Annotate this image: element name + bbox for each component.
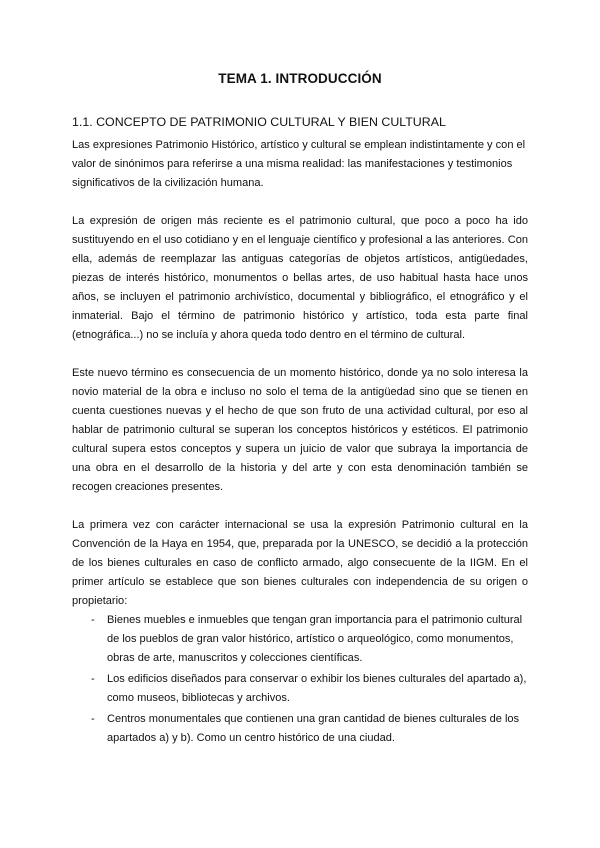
- section-heading: 1.1. CONCEPTO DE PATRIMONIO CULTURAL Y BIEN CULTURAL: [72, 115, 446, 129]
- list-item-text: Bienes muebles e inmuebles que tengan gran importancia para el patrimonio cultural de los pueblos de gran valor histórico, artístico o arqueológico, como monumentos, obras de arte, manuscritos y colecciones científicas.: [107, 614, 523, 664]
- page-title: TEMA 1. INTRODUCCIÓN: [218, 71, 382, 86]
- body-text: [72, 136, 528, 750]
- paragraph: La primera vez con carácter internacional se usa la expresión Patrimonio cultural en la Convención de la Haya en 1954, que, preparada por la UNESCO, se decidió a la protección de los bienes culturales en caso de conflicto armado, algo consecuente de la IIGM. En el primer artículo se establece que son bienes culturales con independencia de su origen o propietario:: [72, 519, 528, 607]
- list-item: [72, 710, 528, 748]
- paragraph: Este nuevo término es consecuencia de un momento histórico, donde ya no solo interesa la novio material de la obra e incluso no solo el tema de la antigüedad sino que se tienen en cuenta cuestiones nuevas y el hecho de que son fruto de una actividad cultural, por eso al hablar de patrimonio cultural se superan los conceptos históricos y estéticos. El patrimonio cultural supera estos conceptos y supera un juicio de valor que subraya la importancia de una obra en el desarrollo de la historia y del arte y con esta denominación también se recogen creaciones presentes.: [72, 367, 528, 493]
- bullet-list: [72, 611, 528, 748]
- list-item: [72, 670, 528, 708]
- paragraph: Las expresiones Patrimonio Histórico, artístico y cultural se emplean indistintamente y con el valor de sinónimos para referirse a una misma realidad: las manifestaciones y testimonios significativos de la civilización humana.: [72, 139, 526, 189]
- paragraph: La expresión de origen más reciente es el patrimonio cultural, que poco a poco ha ido sustituyendo en el uso cotidiano y en el lenguaje científico y profesional a las anteriores. Con ella, además de reemplazar las antiguas categorías de objetos artísticos, antigüedades, piezas de interés histórico, monumentos o bellas artes, de uso habitual hasta hace unos años, se incluyen el patrimonio archivístico, documental y bibliográfico, el etnográfico y el inmaterial. Bajo el término de patrimonio histórico y artístico, toda esta parte final (etnográfica...) no se incluía y ahora queda todo dentro en el término de cultural.: [72, 215, 528, 341]
- list-marker: -: [91, 713, 95, 725]
- list-item-text: Los edificios diseñados para conservar o exhibir los bienes culturales del apartado a), como museos, bibliotecas y archivos.: [107, 673, 527, 704]
- list-marker: -: [91, 673, 95, 685]
- list-item: [72, 611, 528, 668]
- list-item-text: Centros monumentales que contienen una gran cantidad de bienes culturales de los apartados a) y b). Como un centro histórico de una ciudad.: [107, 713, 520, 744]
- list-marker: -: [91, 614, 95, 626]
